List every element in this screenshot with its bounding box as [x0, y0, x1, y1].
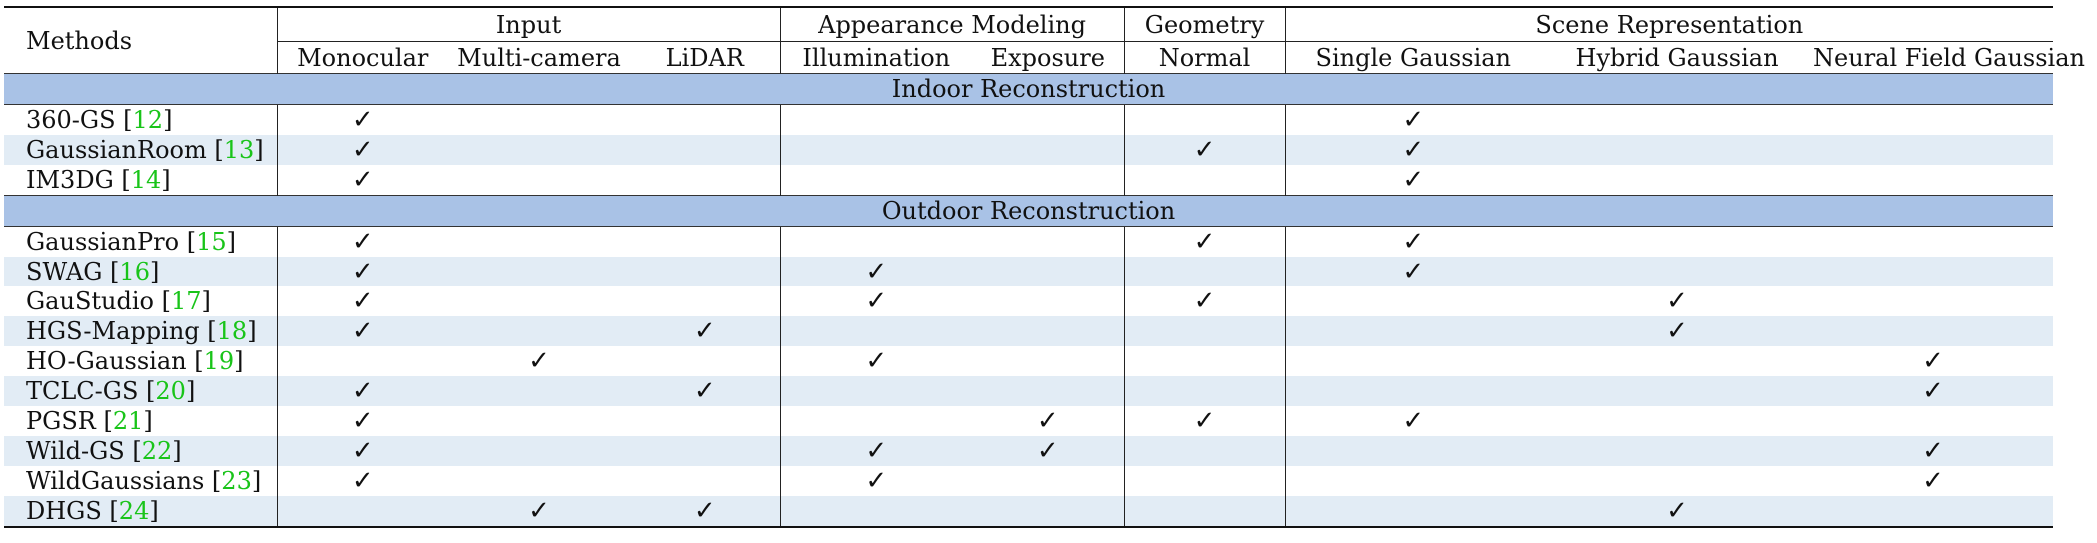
check-cell — [630, 436, 780, 466]
check-cell — [630, 226, 780, 256]
check-cell — [277, 226, 448, 256]
check-cell — [630, 316, 780, 346]
table-row — [4, 496, 2053, 527]
checkmark-icon: ✓ — [865, 286, 888, 317]
method-name: HGS-Mapping — [26, 317, 200, 346]
check-cell — [972, 496, 1124, 527]
method-cell: DHGS [24] — [4, 496, 277, 527]
check-cell — [780, 346, 972, 376]
checkmark-icon: ✓ — [1922, 465, 1944, 496]
citation-link[interactable]: 24 — [118, 496, 150, 525]
check-cell — [1285, 105, 1541, 135]
method-cell: WildGaussians [23] — [4, 466, 277, 496]
checkmark-icon: ✓ — [351, 164, 374, 195]
check-cell — [448, 436, 630, 466]
check-cell — [1285, 165, 1541, 195]
checkmark-icon: ✓ — [351, 465, 374, 496]
table-row — [4, 466, 2053, 496]
citation-link[interactable]: 13 — [223, 135, 255, 164]
checkmark-icon: ✓ — [1922, 346, 1944, 377]
check-cell — [1285, 376, 1541, 406]
check-cell — [780, 165, 972, 195]
check-cell — [1813, 135, 2053, 165]
check-cell — [972, 257, 1124, 287]
checkmark-icon: ✓ — [865, 465, 888, 496]
check-cell — [1285, 226, 1541, 256]
check-cell — [972, 346, 1124, 376]
check-cell — [277, 406, 448, 436]
check-cell — [1124, 376, 1285, 406]
check-cell — [1813, 316, 2053, 346]
table-row — [4, 376, 2053, 406]
checkmark-icon: ✓ — [351, 435, 374, 466]
check-cell — [780, 135, 972, 165]
check-cell — [1124, 346, 1285, 376]
check-cell — [448, 496, 630, 527]
check-cell — [972, 165, 1124, 195]
method-name: TCLC-GS — [26, 377, 139, 406]
check-cell — [1813, 376, 2053, 406]
method-cell: SWAG [16] — [4, 257, 277, 287]
checkmark-icon: ✓ — [351, 104, 374, 135]
check-cell — [780, 436, 972, 466]
col-header-lidar: LiDAR — [630, 42, 780, 74]
check-cell — [1813, 286, 2053, 316]
check-cell — [972, 376, 1124, 406]
check-cell — [1541, 135, 1813, 165]
citation-link[interactable]: 14 — [130, 165, 162, 194]
check-cell — [1541, 286, 1813, 316]
checkmark-icon: ✓ — [865, 256, 888, 287]
check-cell — [277, 466, 448, 496]
checkmark-icon: ✓ — [351, 226, 374, 257]
check-cell — [1541, 346, 1813, 376]
check-cell — [1541, 406, 1813, 436]
check-cell — [630, 165, 780, 195]
checkmark-icon: ✓ — [1666, 316, 1688, 347]
method-name: HO-Gaussian — [26, 347, 187, 376]
check-cell — [972, 436, 1124, 466]
check-cell — [1124, 257, 1285, 287]
citation-link[interactable]: 17 — [170, 287, 202, 316]
method-name: GaussianPro — [26, 227, 180, 256]
col-header-monocular: Monocular — [297, 43, 429, 72]
section-title: Outdoor Reconstruction — [4, 195, 2053, 226]
checkmark-icon: ✓ — [1036, 405, 1059, 436]
check-cell — [448, 406, 630, 436]
check-cell — [630, 286, 780, 316]
col-header-single-gaussian: Single Gaussian — [1315, 43, 1512, 72]
check-cell — [1541, 436, 1813, 466]
table-row — [4, 165, 2053, 195]
table-row — [4, 436, 2053, 466]
checkmark-icon: ✓ — [351, 134, 374, 165]
method-name: IM3DG — [26, 165, 114, 194]
method-cell: TCLC-GS [20] — [4, 376, 277, 406]
checkmark-icon: ✓ — [1402, 405, 1425, 436]
check-cell — [1124, 406, 1285, 436]
method-cell: GaussianRoom [13] — [4, 135, 277, 165]
check-cell — [972, 226, 1124, 256]
method-cell: HO-Gaussian [19] — [4, 346, 277, 376]
table-row — [4, 226, 2053, 256]
check-cell — [1813, 257, 2053, 287]
col-header-neural-field-gaussian: Neural Field Gaussian — [1813, 43, 2085, 72]
check-cell — [972, 135, 1124, 165]
check-cell — [448, 165, 630, 195]
check-cell — [448, 466, 630, 496]
check-cell — [448, 135, 630, 165]
check-cell — [277, 376, 448, 406]
checkmark-icon: ✓ — [1193, 405, 1216, 436]
citation-link[interactable]: 18 — [216, 317, 248, 346]
check-cell — [1124, 135, 1285, 165]
method-cell: 360-GS [12] — [4, 105, 277, 135]
check-cell — [1285, 436, 1541, 466]
check-cell — [448, 376, 630, 406]
check-cell — [1124, 496, 1285, 527]
check-cell — [630, 496, 780, 527]
check-cell — [448, 316, 630, 346]
check-cell — [630, 257, 780, 287]
check-cell — [1813, 226, 2053, 256]
check-cell — [630, 135, 780, 165]
check-cell — [1285, 466, 1541, 496]
check-cell — [1813, 346, 2053, 376]
check-cell — [1541, 376, 1813, 406]
check-cell — [1124, 226, 1285, 256]
citation-link[interactable]: 16 — [119, 257, 150, 286]
check-cell — [1124, 466, 1285, 496]
check-cell — [448, 257, 630, 287]
group-header-geometry: Geometry — [1124, 7, 1285, 42]
check-cell — [1813, 165, 2053, 195]
check-cell — [780, 316, 972, 346]
checkmark-icon: ✓ — [865, 346, 888, 377]
check-cell — [630, 376, 780, 406]
check-cell — [1541, 257, 1813, 287]
checkmark-icon: ✓ — [865, 435, 888, 466]
check-cell — [1541, 466, 1813, 496]
checkmark-icon: ✓ — [1922, 376, 1944, 407]
check-cell — [972, 286, 1124, 316]
check-cell — [1541, 496, 1813, 527]
table-row — [4, 105, 2053, 135]
section-title: Indoor Reconstruction — [4, 74, 2053, 105]
check-cell — [277, 135, 448, 165]
check-cell — [1541, 226, 1813, 256]
table-row — [4, 406, 2053, 436]
citation-link[interactable]: 12 — [132, 105, 164, 134]
checkmark-icon: ✓ — [693, 316, 716, 347]
method-cell: IM3DG [14] — [4, 165, 277, 195]
check-cell — [277, 316, 448, 346]
method-name: PGSR — [26, 406, 96, 435]
check-cell — [448, 226, 630, 256]
method-name: GauStudio — [26, 287, 154, 316]
check-cell — [448, 346, 630, 376]
col-header-hybrid-gaussian: Hybrid Gaussian — [1575, 43, 1779, 72]
check-cell — [1285, 286, 1541, 316]
check-cell — [972, 406, 1124, 436]
check-cell — [1285, 257, 1541, 287]
col-header-illumination: Illumination — [802, 43, 951, 72]
checkmark-icon: ✓ — [351, 405, 374, 436]
check-cell — [277, 346, 448, 376]
table-row — [4, 346, 2053, 376]
check-cell — [1813, 496, 2053, 527]
check-cell — [780, 286, 972, 316]
method-name: SWAG — [26, 257, 103, 286]
checkmark-icon: ✓ — [528, 495, 550, 526]
check-cell — [277, 105, 448, 135]
method-name: 360-GS — [26, 105, 116, 134]
citation-link[interactable]: 22 — [141, 436, 173, 465]
checkmark-icon: ✓ — [1402, 164, 1425, 195]
method-cell: HGS-Mapping [18] — [4, 316, 277, 346]
table-body — [4, 74, 2053, 527]
checkmark-icon: ✓ — [351, 256, 374, 287]
checkmark-icon: ✓ — [1193, 286, 1216, 317]
checkmark-icon: ✓ — [528, 346, 550, 377]
checkmark-icon: ✓ — [351, 376, 374, 407]
section-header-row — [4, 195, 2053, 226]
check-cell — [1813, 436, 2053, 466]
check-cell — [1285, 496, 1541, 527]
check-cell — [1124, 436, 1285, 466]
table-row — [4, 257, 2053, 287]
checkmark-icon: ✓ — [1402, 104, 1425, 135]
checkmark-icon: ✓ — [351, 316, 374, 347]
comparison-table — [4, 6, 2085, 528]
checkmark-icon: ✓ — [693, 376, 716, 407]
checkmark-icon: ✓ — [351, 286, 374, 317]
methods-header: Methods — [4, 7, 277, 74]
citation-link[interactable]: 23 — [221, 466, 252, 495]
col-header-exposure: Exposure — [972, 42, 1124, 74]
check-cell — [277, 257, 448, 287]
group-header-scene-representation: Scene Representation — [1285, 7, 2053, 42]
checkmark-icon: ✓ — [1402, 226, 1425, 257]
check-cell — [277, 165, 448, 195]
section-header-row — [4, 74, 2053, 105]
method-cell: Wild-GS [22] — [4, 436, 277, 466]
group-header-appearance-modeling: Appearance Modeling — [780, 7, 1124, 42]
check-cell — [630, 105, 780, 135]
check-cell — [277, 496, 448, 527]
checkmark-icon: ✓ — [1402, 134, 1425, 165]
citation-link[interactable]: 20 — [155, 377, 186, 406]
check-cell — [277, 286, 448, 316]
check-cell — [972, 466, 1124, 496]
citation-link[interactable]: 21 — [112, 406, 144, 435]
check-cell — [1541, 165, 1813, 195]
col-header-normal: Normal — [1124, 42, 1285, 74]
check-cell — [780, 466, 972, 496]
check-cell — [448, 286, 630, 316]
checkmark-icon: ✓ — [1922, 435, 1944, 466]
check-cell — [1813, 466, 2053, 496]
group-header-input: Input — [277, 7, 780, 42]
check-cell — [277, 436, 448, 466]
table-row — [4, 135, 2053, 165]
method-name: WildGaussians — [26, 466, 205, 495]
checkmark-icon: ✓ — [1036, 435, 1059, 466]
check-cell — [1541, 316, 1813, 346]
check-cell — [1124, 105, 1285, 135]
check-cell — [630, 466, 780, 496]
method-cell: PGSR [21] — [4, 406, 277, 436]
table-row — [4, 286, 2053, 316]
check-cell — [780, 105, 972, 135]
col-header-multi-camera: Multi-camera — [457, 43, 621, 72]
citation-link[interactable]: 15 — [196, 227, 227, 256]
check-cell — [972, 105, 1124, 135]
checkmark-icon: ✓ — [1666, 495, 1688, 526]
check-cell — [1813, 406, 2053, 436]
check-cell — [1813, 105, 2053, 135]
method-name: DHGS — [26, 496, 102, 525]
check-cell — [1285, 406, 1541, 436]
method-cell: GauStudio [17] — [4, 286, 277, 316]
check-cell — [780, 226, 972, 256]
check-cell — [1541, 105, 1813, 135]
checkmark-icon: ✓ — [1193, 226, 1216, 257]
checkmark-icon: ✓ — [1193, 134, 1216, 165]
check-cell — [1124, 286, 1285, 316]
method-name: GaussianRoom — [26, 135, 207, 164]
check-cell — [972, 316, 1124, 346]
checkmark-icon: ✓ — [1402, 256, 1425, 287]
check-cell — [780, 496, 972, 527]
check-cell — [1285, 316, 1541, 346]
check-cell — [1124, 165, 1285, 195]
check-cell — [630, 346, 780, 376]
method-cell: GaussianPro [15] — [4, 226, 277, 256]
check-cell — [1285, 135, 1541, 165]
check-cell — [780, 257, 972, 287]
citation-link[interactable]: 19 — [203, 347, 235, 376]
check-cell — [1124, 316, 1285, 346]
check-cell — [780, 376, 972, 406]
checkmark-icon: ✓ — [693, 495, 716, 526]
check-cell — [1285, 346, 1541, 376]
method-name: Wild-GS — [26, 436, 125, 465]
check-cell — [448, 105, 630, 135]
checkmark-icon: ✓ — [1666, 286, 1688, 317]
table-row — [4, 316, 2053, 346]
check-cell — [630, 406, 780, 436]
check-cell — [780, 406, 972, 436]
